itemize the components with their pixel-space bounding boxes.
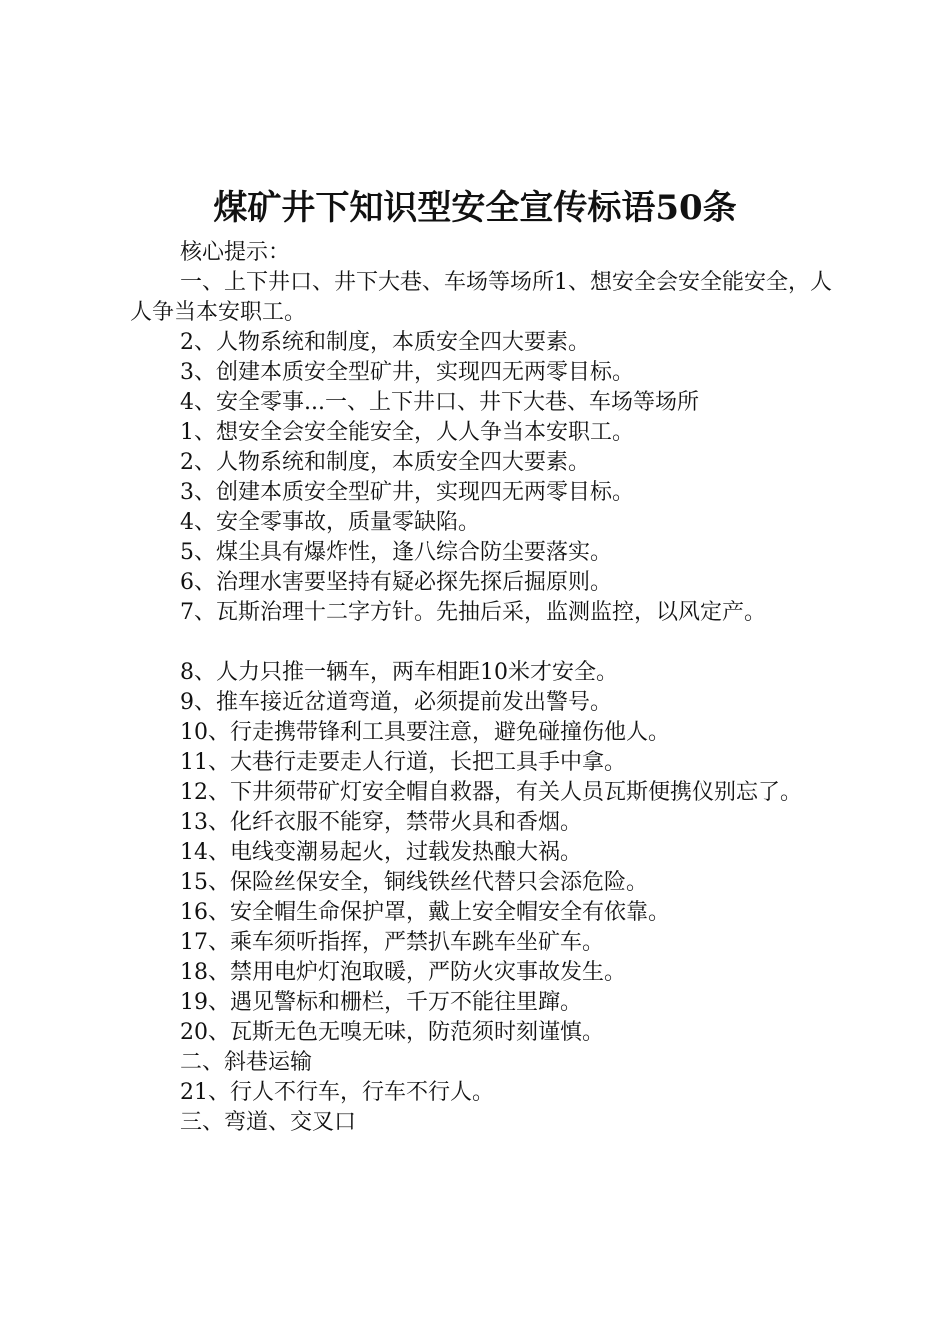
section-heading: 三、弯道、交叉口 (180, 1110, 357, 1135)
paragraph: 14、电线变潮易起火，过载发热酿大祸。 (180, 840, 582, 865)
paragraph: 4、安全零事...一、上下井口、井下大巷、车场等场所 (180, 390, 699, 415)
paragraph: 15、保险丝保安全，铜线铁丝代替只会添危险。 (180, 870, 648, 895)
paragraph: 2、人物系统和制度，本质安全四大要素。 (180, 330, 590, 355)
paragraph: 12、下井须带矿灯安全帽自救器，有关人员瓦斯便携仪别忘了。 (180, 780, 802, 805)
paragraph: 7、瓦斯治理十二字方针。先抽后采，监测监控，以风定产。 (180, 600, 766, 625)
document-body (130, 238, 850, 1138)
paragraph: 8、人力只推一辆车，两车相距10米才安全。 (180, 660, 618, 685)
paragraph: 21、行人不行车，行车不行人。 (180, 1080, 494, 1105)
paragraph: 18、禁用电炉灯泡取暖，严防火灾事故发生。 (180, 960, 626, 985)
paragraph-core-hint: 核心提示： (180, 240, 291, 265)
paragraph: 11、大巷行走要走人行道，长把工具手中拿。 (180, 750, 626, 775)
paragraph: 13、化纤衣服不能穿，禁带火具和香烟。 (180, 810, 582, 835)
paragraph: 3、创建本质安全型矿井，实现四无两零目标。 (180, 480, 634, 505)
paragraph: 2、人物系统和制度，本质安全四大要素。 (180, 450, 590, 475)
paragraph: 19、遇见警标和栅栏，千万不能往里蹿。 (180, 990, 582, 1015)
paragraph: 一、上下井口、井下大巷、车场等场所1、想安全会安全能安全，人人争当本安职工。 (130, 270, 832, 325)
paragraph: 17、乘车须听指挥，严禁扒车跳车坐矿车。 (180, 930, 604, 955)
paragraph: 6、治理水害要坚持有疑必探先探后掘原则。 (180, 570, 612, 595)
paragraph: 3、创建本质安全型矿井，实现四无两零目标。 (180, 360, 634, 385)
paragraph: 9、推车接近岔道弯道，必须提前发出警号。 (180, 690, 612, 715)
paragraph: 5、煤尘具有爆炸性，逢八综合防尘要落实。 (180, 540, 612, 565)
paragraph: 1、想安全会安全能安全，人人争当本安职工。 (180, 420, 634, 445)
paragraph: 20、瓦斯无色无嗅无味，防范须时刻谨慎。 (180, 1020, 604, 1045)
blank-line (130, 628, 850, 658)
section-heading: 二、斜巷运输 (180, 1050, 313, 1075)
paragraph: 10、行走携带锋利工具要注意，避免碰撞伤他人。 (180, 720, 670, 745)
paragraph: 16、安全帽生命保护罩，戴上安全帽安全有依靠。 (180, 900, 670, 925)
paragraph: 4、安全零事故，质量零缺陷。 (180, 510, 480, 535)
document-title: 煤矿井下知识型安全宣传标语50条 (213, 188, 737, 228)
